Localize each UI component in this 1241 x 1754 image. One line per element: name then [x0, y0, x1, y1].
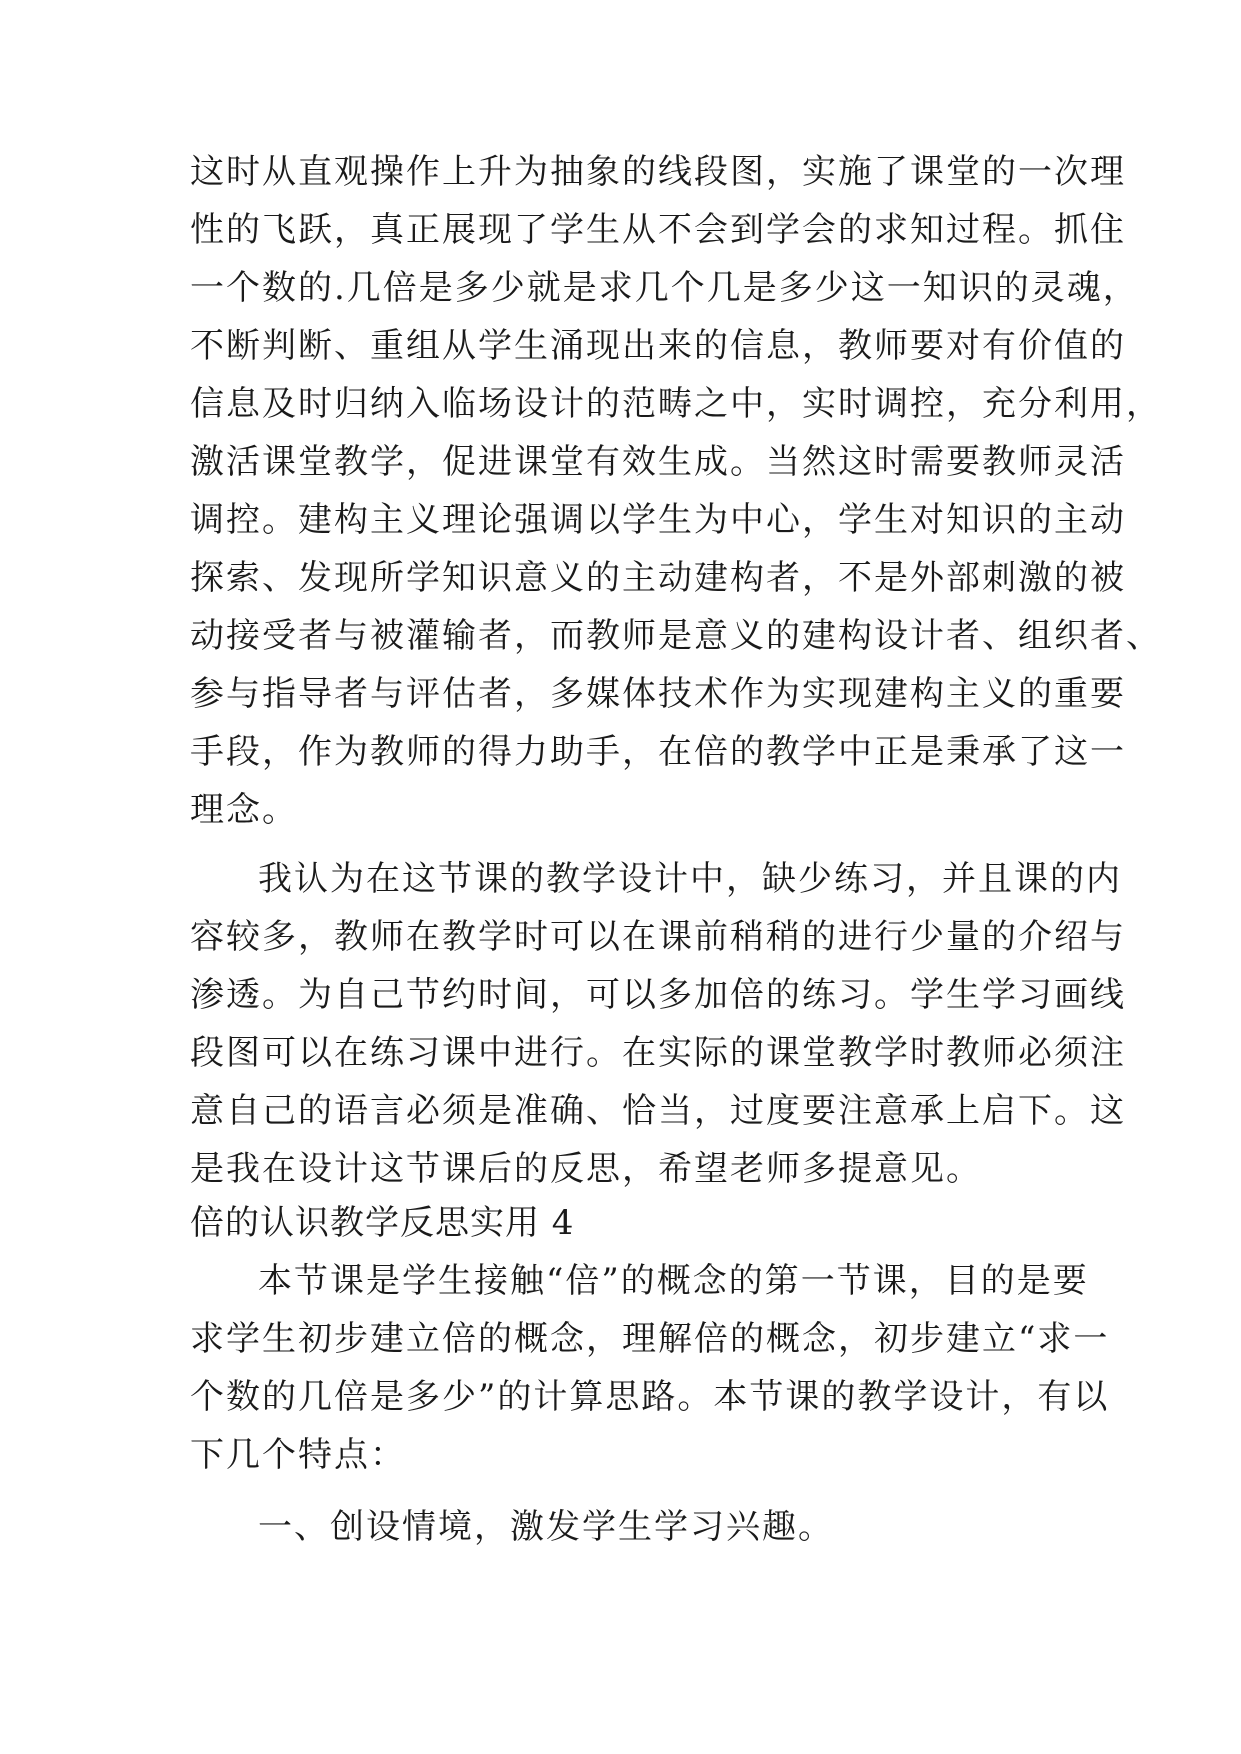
- paragraph-line: 参与指导者与评估者，多媒体技术作为实现建构主义的重要: [190, 674, 1126, 714]
- paragraph-line: 一、创设情境，激发学生学习兴趣。: [258, 1507, 834, 1547]
- paragraph-line: 手段，作为教师的得力助手，在倍的教学中正是秉承了这一: [190, 732, 1126, 772]
- paragraph-line: 不断判断、重组从学生涌现出来的信息，教师要对有价值的: [190, 326, 1126, 366]
- paragraph-line: 动接受者与被灌输者，而教师是意义的建构设计者、组织者、: [190, 616, 1162, 656]
- paragraph-line: 激活课堂教学，促进课堂有效生成。当然这时需要教师灵活: [190, 442, 1126, 482]
- paragraph-line: 个数的几倍是多少”的计算思路。本节课的教学设计，有以: [190, 1377, 1110, 1417]
- paragraph-line: 本节课是学生接触“倍”的概念的第一节课，目的是要: [258, 1261, 1089, 1301]
- paragraph-line: 这时从直观操作上升为抽象的线段图，实施了课堂的一次理: [190, 152, 1126, 192]
- paragraph-line: 求学生初步建立倍的概念，理解倍的概念，初步建立“求一: [190, 1319, 1110, 1359]
- paragraph-line: 调控。建构主义理论强调以学生为中心，学生对知识的主动: [190, 500, 1126, 540]
- paragraph-line: 是我在设计这节课后的反思，希望老师多提意见。: [190, 1149, 982, 1189]
- paragraph-line: 理念。: [190, 790, 298, 830]
- paragraph-line: 段图可以在练习课中进行。在实际的课堂教学时教师必须注: [190, 1033, 1126, 1073]
- paragraph-line: 探索、发现所学知识意义的主动建构者，不是外部刺激的被: [190, 558, 1126, 598]
- paragraph-line: 意自己的语言必须是准确、恰当，过度要注意承上启下。这: [190, 1091, 1126, 1131]
- paragraph-line: 我认为在这节课的教学设计中，缺少练习，并且课的内: [258, 859, 1122, 899]
- paragraph-line: 容较多，教师在教学时可以在课前稍稍的进行少量的介绍与: [190, 917, 1126, 957]
- paragraph-line: 渗透。为自己节约时间，可以多加倍的练习。学生学习画线: [190, 975, 1126, 1015]
- paragraph-line: 性的飞跃，真正展现了学生从不会到学会的求知过程。抓住: [190, 210, 1126, 250]
- section-heading: 倍的认识教学反思实用 4: [190, 1203, 575, 1243]
- paragraph-line: 下几个特点：: [190, 1435, 406, 1475]
- paragraph-line: 一个数的.几倍是多少就是求几个几是多少这一知识的灵魂，: [190, 268, 1139, 308]
- paragraph-line: 信息及时归纳入临场设计的范畴之中，实时调控，充分利用，: [190, 384, 1162, 424]
